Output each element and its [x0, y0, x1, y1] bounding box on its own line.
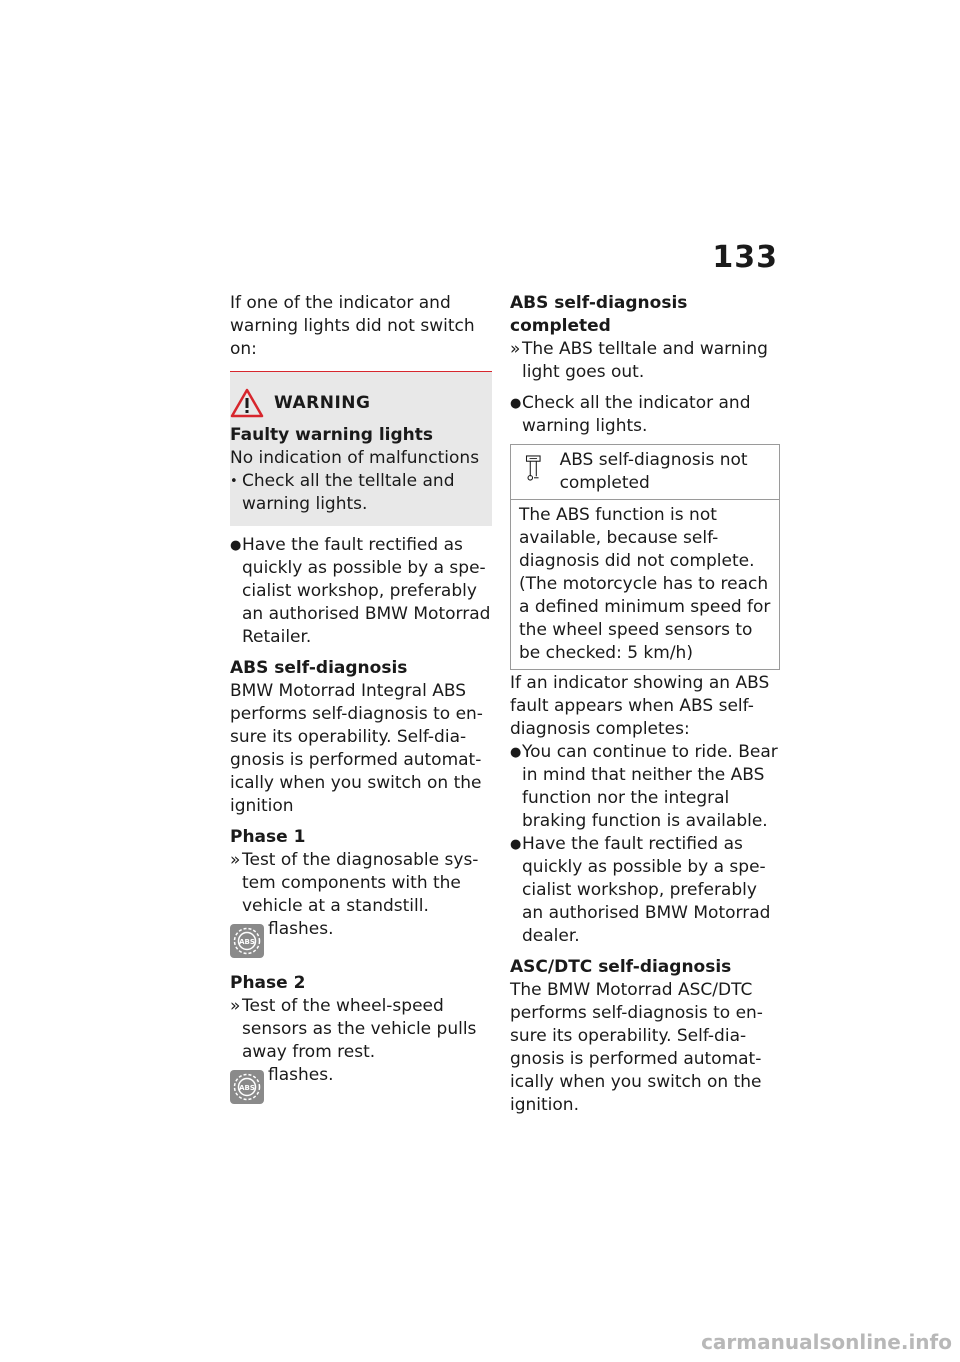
asc-dtc-text: The BMW Motorrad ASC/DTC performs self-diagnosis to en-sure its operability. Self-dia-gnosis is performed automat-ically when you switch on the ignition.: [510, 980, 763, 1115]
warning-title: WARNING: [274, 392, 371, 413]
phase-2-title: Phase 2: [230, 973, 306, 993]
warning-header: [230, 386, 492, 420]
rectify-bullet: [510, 833, 778, 948]
phase-1-title: Phase 1: [230, 827, 306, 847]
left-column: [230, 292, 492, 1110]
svg-text:ABS: ABS: [239, 1084, 255, 1092]
phase-1-flash-text: flashes.: [268, 919, 334, 939]
check-bullet: [510, 392, 778, 438]
phase-2-indicator: [230, 1064, 492, 1110]
info-table-header: [511, 445, 779, 500]
bullet-icon: •: [230, 474, 238, 489]
result-arrow-icon: »: [230, 996, 241, 1016]
warning-bullet: [230, 470, 492, 516]
fault-memory-icon: [525, 449, 542, 487]
phase-2-step-text: Test of the wheel-speed sensors as the vehicle pulls away from rest.: [242, 996, 477, 1062]
phase-2-step: [230, 995, 492, 1064]
asc-dtc-heading: ASC/DTC self-diagnosis: [510, 957, 732, 977]
phase-1-step: [230, 849, 492, 918]
phase-1-indicator: [230, 918, 492, 964]
abs-self-diagnosis-heading: ABS self-diagnosis: [230, 658, 408, 678]
rectify-text: Have the fault rectified as quickly as possible by a spe-cialist workshop, preferably an authorised BMW Motorrad dealer.: [522, 834, 771, 946]
info-table: [510, 444, 780, 670]
page-number: 133: [712, 240, 778, 275]
abs-warning-light-icon: [230, 924, 264, 958]
phase-1-step-text: Test of the diagnosable sys-tem components with the vehicle at a standstill.: [242, 850, 479, 916]
info-table-body: The ABS function is not available, because self-diagnosis did not complete. (The motorcycle has to reach a defined minimum speed for the wheel speed sensors to be checked: 5 km/h): [519, 505, 771, 663]
result-arrow-icon: »: [230, 850, 241, 870]
watermark: carmanualsonline.info: [701, 1330, 952, 1354]
continue-text: You can continue to ride. Bear in mind that neither the ABS function nor the integral braking function is available.: [522, 742, 778, 831]
warning-box: [230, 371, 492, 526]
warning-triangle-icon: [230, 388, 264, 418]
warning-bullet-text: Check all the telltale and warning lights.: [242, 471, 455, 514]
phase-2-flash-text: flashes.: [268, 1065, 334, 1085]
abs-warning-light-icon: [230, 1070, 264, 1104]
info-table-header-text: ABS self-diagnosis not completed: [559, 450, 748, 493]
abs-completed-heading: ABS self-diagnosis completed: [510, 293, 688, 336]
fault-intro-text: If an indicator showing an ABS fault appears when ABS self-diagnosis completes:: [510, 673, 770, 739]
action-text: Have the fault rectified as quickly as possible by a spe-cialist workshop, preferably an authorised BMW Motorrad Retailer.: [242, 535, 491, 647]
intro-text: If one of the indicator and warning lights did not switch on:: [230, 293, 475, 359]
result-arrow-icon: »: [510, 339, 521, 359]
warning-heading: Faulty warning lights: [230, 425, 433, 445]
bullet-icon: ●: [230, 538, 242, 553]
action-bullet: [230, 534, 492, 649]
check-text: Check all the indicator and warning lights.: [522, 393, 751, 436]
continue-bullet: [510, 741, 778, 833]
completed-step-text: The ABS telltale and warning light goes out.: [522, 339, 768, 382]
warning-description: No indication of malfunctions: [230, 448, 480, 468]
bullet-icon: ●: [510, 396, 522, 411]
bullet-icon: ●: [510, 745, 522, 760]
abs-self-diagnosis-text: BMW Motorrad Integral ABS performs self-diagnosis to en-sure its operability. Self-dia-gnosis is performed automat-ically when you switch on the ignition: [230, 681, 483, 816]
right-column: [510, 292, 778, 1117]
completed-step: [510, 338, 778, 384]
bullet-icon: ●: [510, 837, 522, 852]
svg-text:ABS: ABS: [239, 938, 255, 946]
